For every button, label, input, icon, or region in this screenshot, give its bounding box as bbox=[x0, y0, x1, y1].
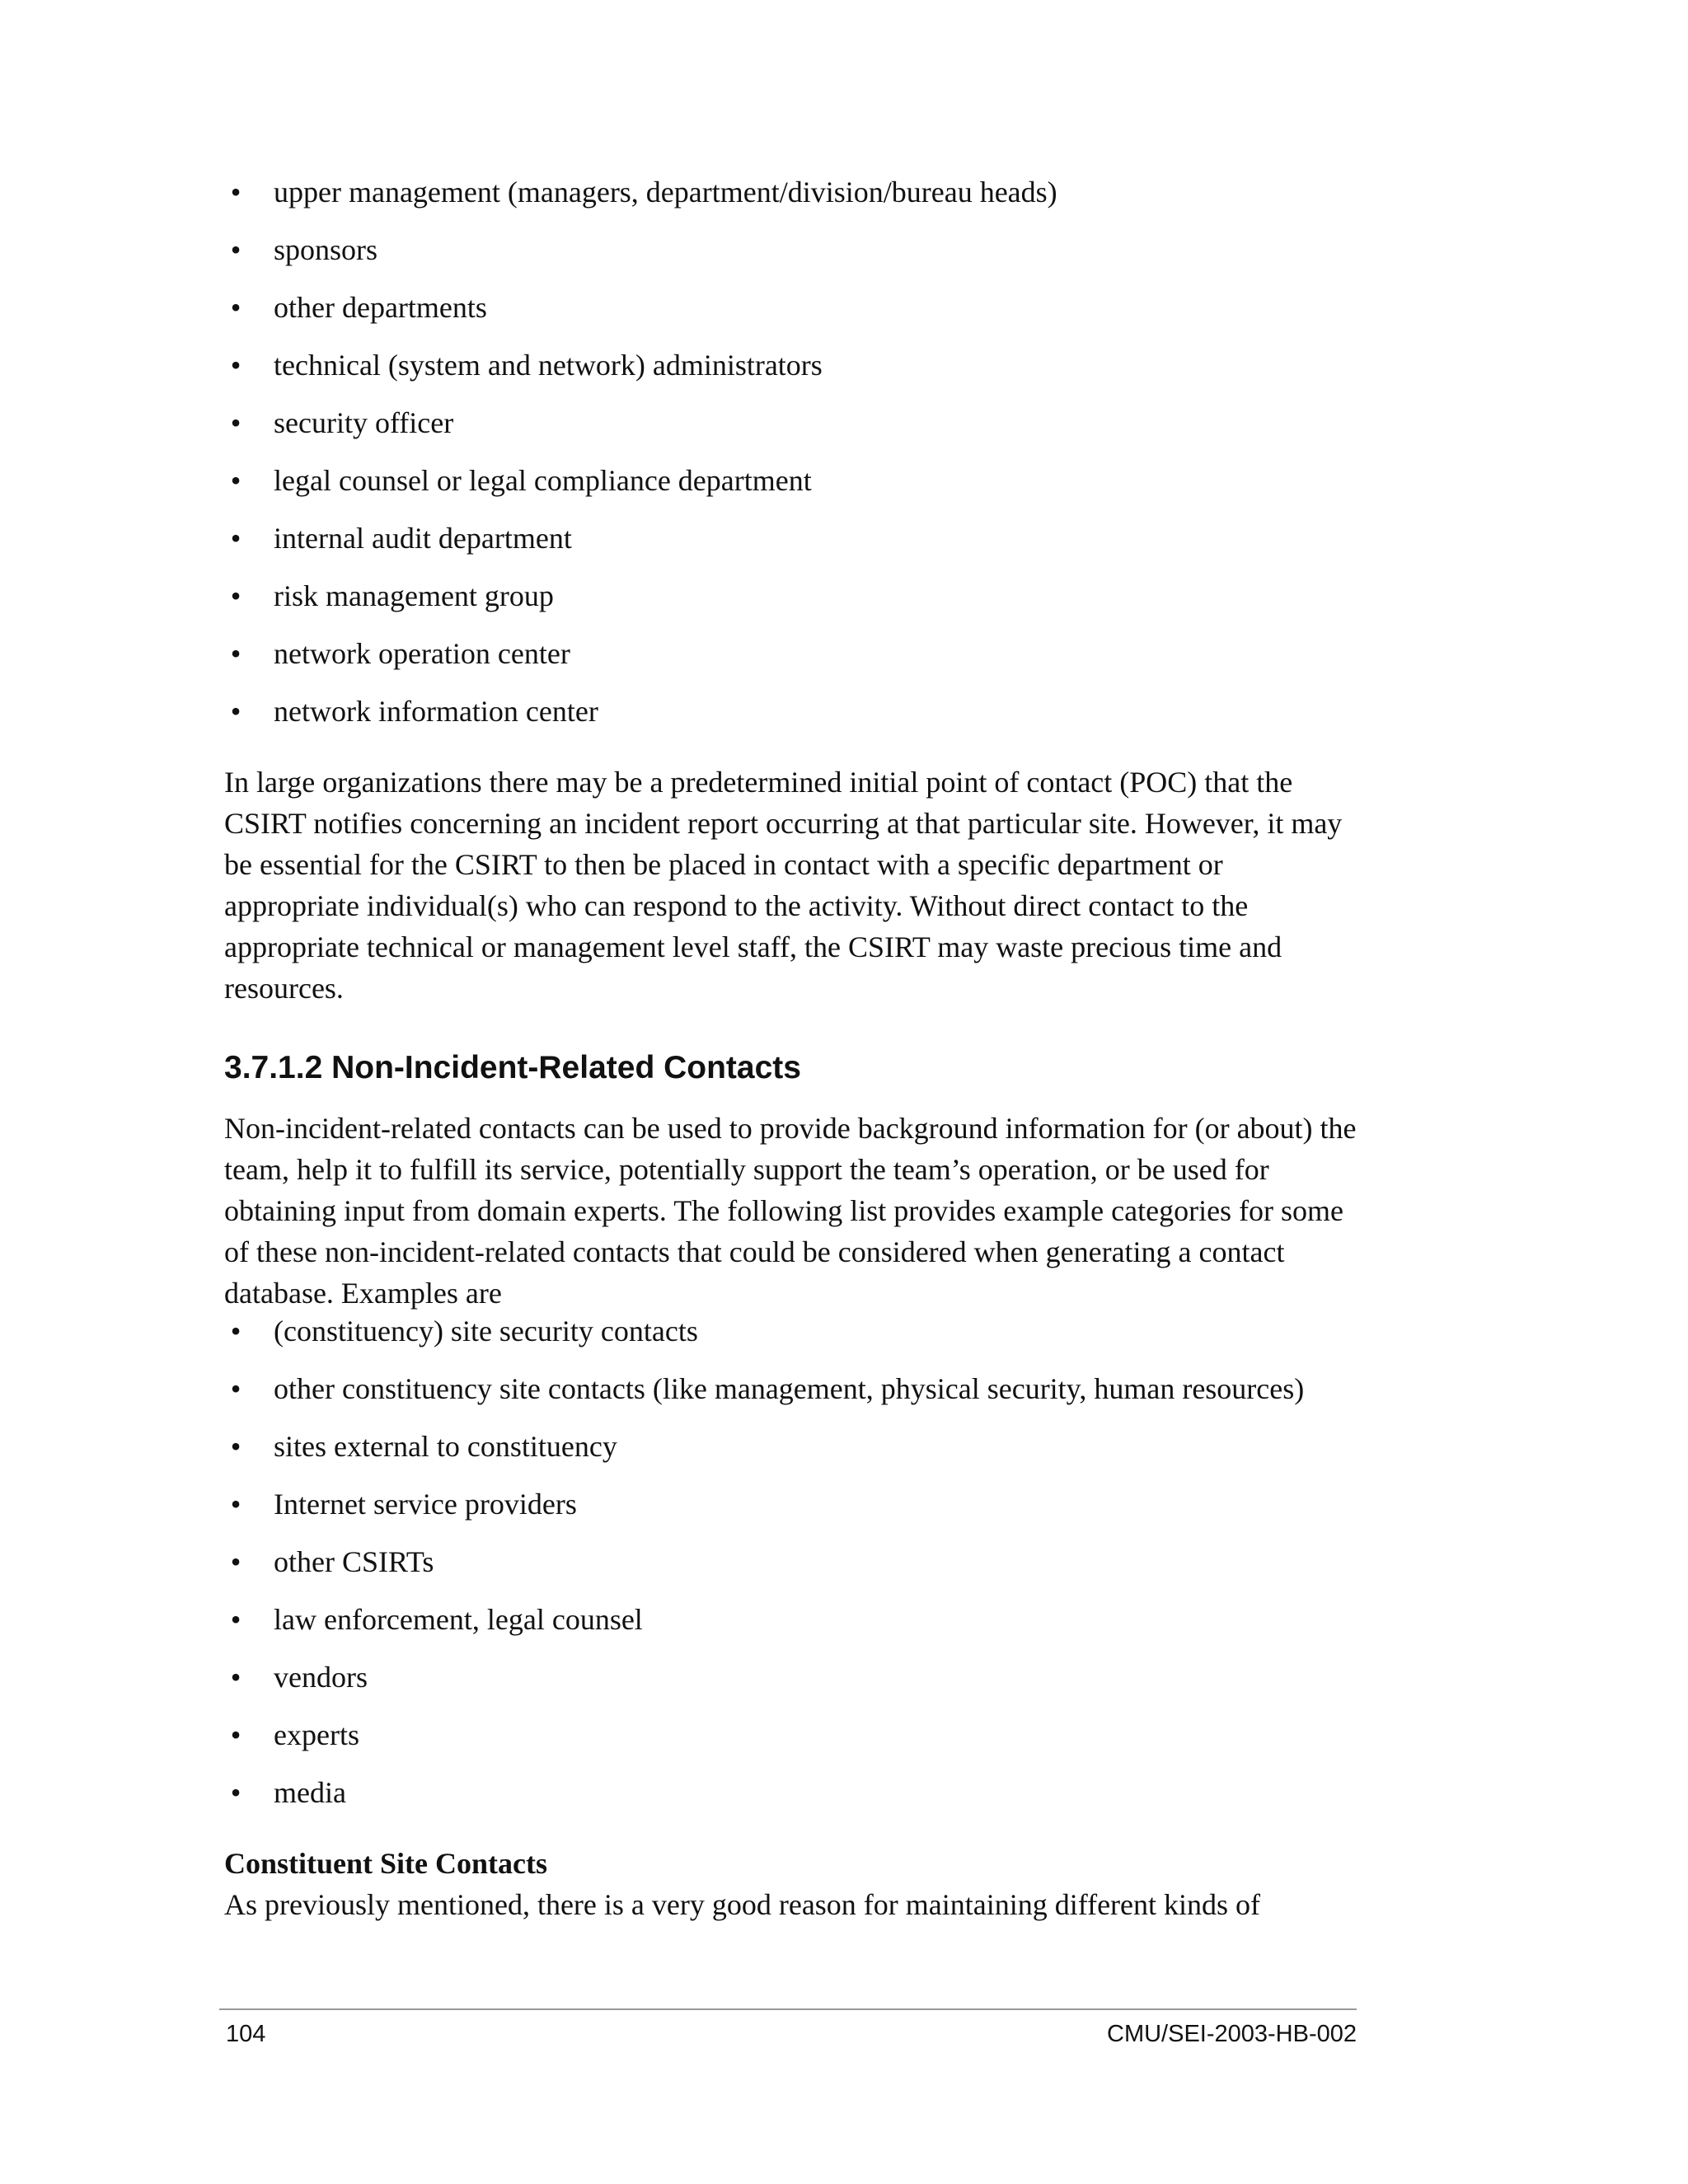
section-heading: 3.7.1.2 Non-Incident-Related Contacts bbox=[224, 1050, 801, 1085]
bullet-icon: • bbox=[230, 579, 241, 612]
list-item bbox=[224, 1429, 1362, 1464]
bullet-icon: • bbox=[230, 637, 241, 670]
document-id: CMU/SEI-2003-HB-002 bbox=[1107, 2021, 1357, 2047]
list-item bbox=[224, 1660, 1362, 1694]
page-content bbox=[224, 175, 1362, 1925]
list-item bbox=[224, 175, 1362, 209]
contact-list-top bbox=[224, 175, 1362, 729]
bullet-icon: • bbox=[230, 1488, 241, 1521]
list-item bbox=[224, 1775, 1362, 1810]
list-item-text: risk management group bbox=[274, 579, 554, 612]
list-item-text: other constituency site contacts (like management, physical security, human resources) bbox=[274, 1372, 1305, 1405]
bullet-icon: • bbox=[230, 1718, 241, 1751]
poc-paragraph: In large organizations there may be a predetermined initial point of contact (POC) that the CSIRT notifies concerning an incident report occurring at that particular site. However, it may be essential for the CSIRT to then be placed in contact with a specific department or appropriate individual(s) who can respond to the activity. Without direct contact to the appropriate technical or management level staff, the CSIRT may waste precious time and resources. bbox=[224, 766, 1343, 1005]
list-item-text: (constituency) site security contacts bbox=[274, 1315, 698, 1347]
subheading: Constituent Site Contacts bbox=[224, 1847, 547, 1880]
bullet-icon: • bbox=[230, 1315, 241, 1347]
bullet-icon: • bbox=[230, 1545, 241, 1578]
bullet-icon: • bbox=[230, 1603, 241, 1636]
list-item bbox=[224, 1487, 1362, 1521]
bullet-icon: • bbox=[230, 176, 241, 209]
list-item bbox=[224, 1314, 1362, 1348]
list-item bbox=[224, 694, 1362, 729]
bullet-icon: • bbox=[230, 291, 241, 324]
list-item bbox=[224, 579, 1362, 613]
list-item bbox=[224, 1371, 1362, 1406]
bullet-icon: • bbox=[230, 1372, 241, 1405]
list-item bbox=[224, 1544, 1362, 1579]
bullet-icon: • bbox=[230, 233, 241, 266]
list-item-text: vendors bbox=[274, 1661, 368, 1694]
constituent-paragraph: As previously mentioned, there is a very good reason for maintaining different kinds of bbox=[224, 1888, 1261, 1921]
list-item bbox=[224, 232, 1362, 267]
list-item-text: law enforcement, legal counsel bbox=[274, 1603, 643, 1636]
list-item bbox=[224, 1602, 1362, 1637]
list-item-text: other CSIRTs bbox=[274, 1545, 434, 1578]
bullet-icon: • bbox=[230, 522, 241, 555]
list-item-text: sites external to constituency bbox=[274, 1430, 617, 1463]
bullet-icon: • bbox=[230, 349, 241, 382]
list-item bbox=[224, 348, 1362, 382]
list-item-text: experts bbox=[274, 1718, 359, 1751]
bullet-icon: • bbox=[230, 1430, 241, 1463]
bullet-icon: • bbox=[230, 1661, 241, 1694]
list-item-text: other departments bbox=[274, 291, 487, 324]
list-item-text: media bbox=[274, 1776, 346, 1809]
list-item bbox=[224, 1718, 1362, 1752]
list-item-text: internal audit department bbox=[274, 522, 572, 555]
bullet-icon: • bbox=[230, 695, 241, 728]
bullet-icon: • bbox=[230, 1776, 241, 1809]
bullet-icon: • bbox=[230, 464, 241, 497]
list-item-text: network operation center bbox=[274, 637, 570, 670]
list-item bbox=[224, 290, 1362, 325]
non-incident-paragraph: Non-incident-related contacts can be used to provide background information for (or about) the team, help it to fulfill its service, potentially support the team’s operation, or be used for obtaining input from domain experts. The following list provides example categories for some of these non-incident-related contacts that could be considered when generating a contact database. Examples are bbox=[224, 1112, 1357, 1310]
list-item-text: upper management (managers, department/division/bureau heads) bbox=[274, 176, 1057, 209]
list-item bbox=[224, 521, 1362, 555]
example-contacts-list bbox=[224, 1314, 1362, 1810]
list-item bbox=[224, 463, 1362, 498]
list-item-text: network information center bbox=[274, 695, 598, 728]
list-item-text: Internet service providers bbox=[274, 1488, 577, 1521]
list-item-text: security officer bbox=[274, 406, 454, 439]
footer-divider bbox=[219, 2008, 1357, 2010]
list-item bbox=[224, 636, 1362, 671]
page-number: 104 bbox=[226, 2021, 266, 2047]
bullet-icon: • bbox=[230, 406, 241, 439]
list-item-text: technical (system and network) administrators bbox=[274, 349, 823, 382]
list-item-text: sponsors bbox=[274, 233, 378, 266]
list-item bbox=[224, 405, 1362, 440]
list-item-text: legal counsel or legal compliance department bbox=[274, 464, 812, 497]
